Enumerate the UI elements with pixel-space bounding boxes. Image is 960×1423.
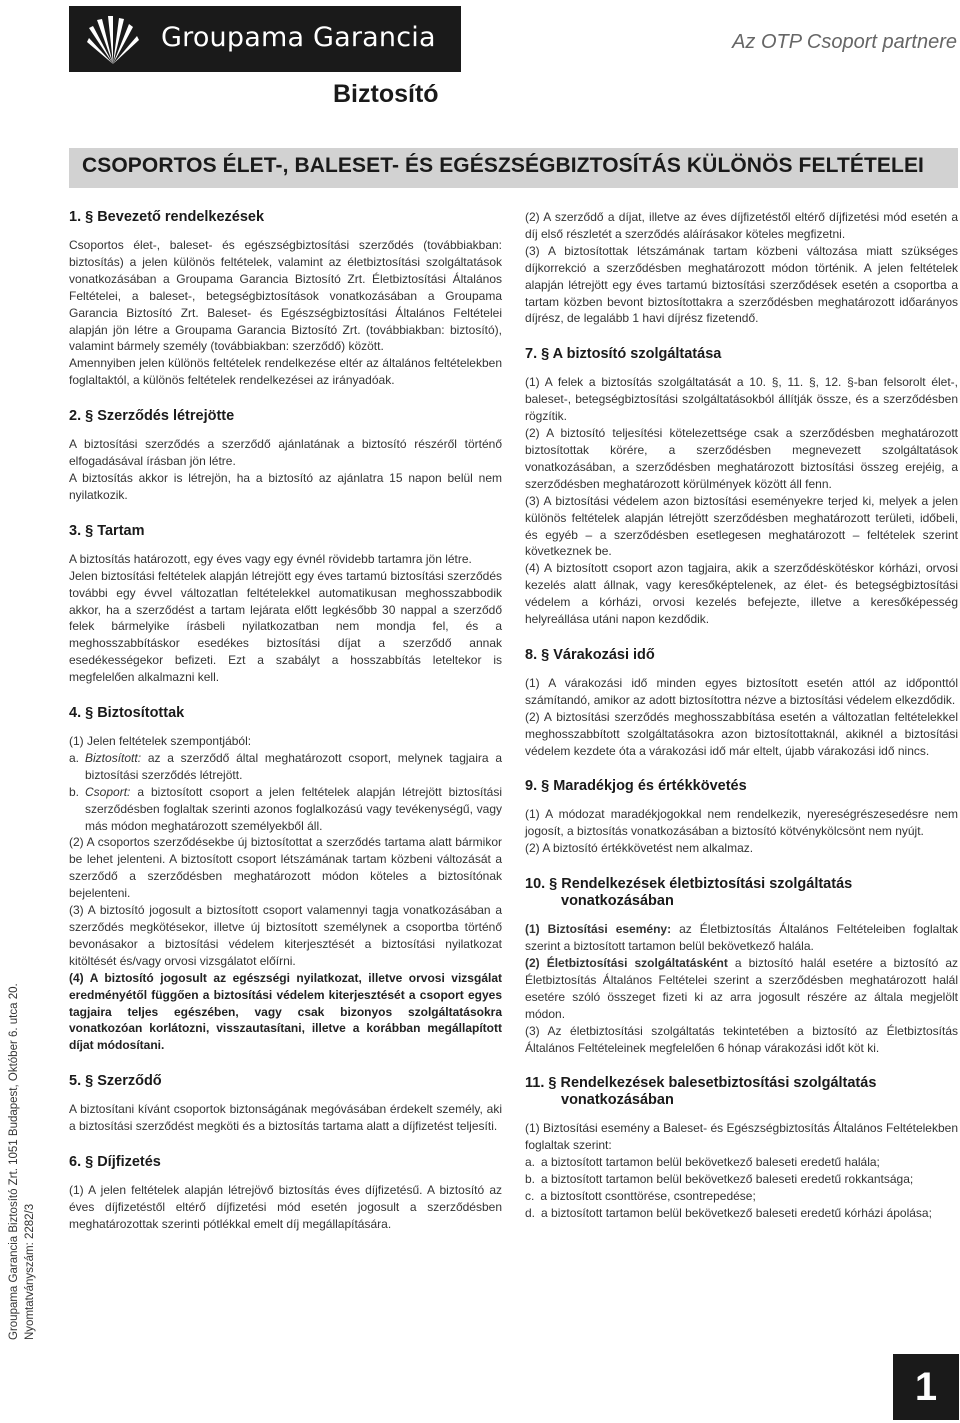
paragraph: (2) A biztosítási szerződés meghosszabbítása esetén a változatlan feltételekkel meghosszabbított szolgáltatásokra azon biztosítottaknál, akiknél a biztosítási védelem kezdete óta a várakozási idő már eltelt, újabb várakozási idő nincs. — [525, 709, 958, 758]
paragraph-emphasis: (4) A biztosító jogosult az egészségi nyilatkozat, illetve orvosi vizsgálat eredményétől függően a biztosítási védelem kiterjesztését a csoport egyes tagjaira teljes egészében, vagy csak bizonyos szolgáltatásokra vonatkozóan korlátozni, visszautasítani, illetve a korábban megállapított díjat módosítani. — [69, 970, 502, 1053]
paragraph: A biztosítás akkor is létrejön, ha a biztosító az ajánlatra 15 napon belül nem nyilatkozik. — [69, 470, 502, 502]
paragraph: (2) A biztosító teljesítési kötelezettsége csak a szerződésben meghatározott biztosítottak körére, a szerződésben megnevezett szolgáltatások vonatkozásában, a szerződésben meghatározott biztosítási összeg erejéig, a szerződésben meghatározott körülmények között áll fenn. — [525, 426, 958, 491]
paragraph: Amennyiben jelen különös feltételek rendelkezése eltér az általános feltételekben foglaltaktól, a különös feltételek rendelkezései az irányadóak. — [69, 356, 502, 388]
section-title: 11. § Rendelkezések balesetbiztosítási szolgáltatás vonatkozásában — [525, 1075, 877, 1109]
section-4 — [69, 705, 502, 1054]
page-number: 1 — [893, 1354, 959, 1420]
paragraph: (1) A módozat maradékjogokkal nem rendelkezik, nyereségrészesedésre nem jogosít, a biztosítás vonatkozásában a biztosító kötvénykölcsönt nem nyújt. — [525, 807, 958, 839]
document-title: CSOPORTOS ÉLET-, BALESET- ÉS EGÉSZSÉGBIZTOSÍTÁS KÜLÖNÖS FELTÉTELEI — [81, 154, 924, 177]
section-5 — [69, 1073, 502, 1135]
section-title: 1. § Bevezető rendelkezések — [69, 209, 265, 225]
section-10 — [525, 876, 958, 1056]
paragraph: A biztosítani kívánt csoportok biztonságának megóvásában érdekelt személy, aki a biztosítási szerződést megköti és a biztosítás tartama alatt a díjfizetést teljesíti. — [69, 1102, 502, 1134]
section-title: 7. § A biztosító szolgáltatása — [525, 346, 722, 363]
section-8 — [525, 647, 958, 760]
section-2 — [69, 408, 502, 504]
company-address: Groupama Garancia Biztosító Zrt. 1051 Budapest, Október 6. utca 20. — [8, 983, 20, 1340]
paragraph: (2) A csoportos szerződésekbe új biztosítottat a szerződés tartama alatt bármikor be lehet jelenteni. A biztosított csoport létszámának tartam közbeni változását a szerződő a szerződésben meghatározott módon köteles a biztosítónak bejelenteni. — [69, 835, 502, 901]
section-title: 6. § Díjfizetés — [69, 1154, 161, 1171]
brand-subtitle: Biztosító — [333, 80, 439, 108]
paragraph: (1) A várakozási idő minden egyes biztosított esetén attól az időponttól számítandó, amikor az adott biztosítottra nézve a biztosítási védelem elkezdődik. — [525, 675, 958, 707]
brand-logo — [69, 6, 461, 72]
partner-tagline: Az OTP Csoport partnere — [732, 31, 957, 53]
groupama-rays-logo-icon — [83, 12, 143, 66]
right-column — [525, 209, 958, 1241]
brand-name: Groupama Garancia — [161, 22, 436, 53]
section-title: 10. § Rendelkezések életbiztosítási szolgáltatás vonatkozásában — [525, 876, 853, 910]
section-1 — [69, 209, 502, 389]
list-item: a. a biztosított tartamon belül bekövetkező baleseti eredetű halála; — [525, 1155, 880, 1170]
section-3 — [69, 523, 502, 686]
list-item: d. a biztosított tartamon belül bekövetkező baleseti eredetű kórházi ápolása; — [525, 1205, 932, 1220]
paragraph: (1) A felek a biztosítás szolgáltatását a 10. §, 11. §, 12. §-ban felsorolt élet-, baleset-, betegségbiztosítási szolgáltatásokból állítják össze, és a szerződésben rögzítik. — [525, 375, 958, 424]
list-item: b. a biztosított tartamon belül bekövetkező baleseti eredetű rokkantsága; — [525, 1172, 914, 1187]
paragraph: (2) Életbiztosítási szolgáltatásként a biztosító halál esetére a biztosító az Életbiztosítás Általános Feltételei szerint a szerződésben meghatározott halál esetére szóló összeget fizeti ki az arra jogosult részére az általa megjelölt módon. — [525, 956, 958, 1021]
section-title: 9. § Maradékjog és értékkövetés — [525, 778, 747, 795]
paragraph: A biztosítás határozott, egy éves vagy egy évnél rövidebb tartamra jön létre. — [69, 551, 472, 566]
form-number: Nyomtatványszám: 2282/3 — [24, 1203, 36, 1340]
company-sidebar — [6, 940, 38, 1340]
paragraph: Jelen biztosítási feltételek alapján létrejött egy éves tartamú biztosítási szerződés további egy évvel változatlan feltételekkel automatikusan meghosszabbodik akkor, ha a szerződést a tartam lejárata előtt legkésőbb 30 nappal a szerződő felek bármelyike írásbeli nyilatkozatban nem mondja fel, és a meghosszabbításkor esedékes biztosítási díjat a szerződő annak esedékességekor befizeti. Ezt a szabályt a hosszabbítás leteltekor is megfelelően alkalmazni kell. — [69, 568, 502, 685]
paragraph: (4) A biztosított csoport azon tagjaira, akik a szerződéskötéskor kórházi, orvosi kezelés alatt állnak, vagy keresőképtelenek, az élet- és betegségbiztosítási védelem a kórházi, orvosi kezelés befejezte, illetve a keresőképesség helyreállása utáni napon kezdődik. — [525, 561, 958, 627]
section-title: 5. § Szerződő — [69, 1073, 162, 1090]
paragraph: A biztosítási szerződés a szerződő ajánlatának a biztosító részéről történő elfogadásával írásban jön létre. — [69, 437, 502, 469]
section-9 — [525, 778, 958, 857]
paragraph: (2) A biztosító értékkövetést nem alkalmaz. — [525, 841, 754, 856]
paragraph: (2) A szerződő a díjat, illetve az éves díjfizetéstől eltérő díjfizetési mód esetén a díj első részletét a szerződés aláírásakor köteles megfizetni. — [525, 210, 958, 241]
document-title-bar — [69, 148, 958, 188]
section-6-continued — [525, 209, 958, 327]
left-column — [69, 209, 502, 1252]
section-11 — [525, 1075, 958, 1221]
list-item: c. a biztosított csonttörése, csontrepedése; — [525, 1189, 756, 1204]
paragraph: (1) A jelen feltételek alapján létrejövő biztosítás éves díjfizetésű. A biztosító az éves díjfizetéstől eltérő díjfizetési mód esetén jogosult a szerződésben meghatározottak szerinti pótlékkal emelt díj megállapítására. — [69, 1183, 502, 1231]
list-item: b. Csoport: a biztosított csoport a jelen feltételek alapján létrejött biztosítási szerződésben foglaltak szerinti azonos foglalkozású vagy tevékenységű, vagy más módon meghatározott személyekből áll. — [69, 784, 502, 833]
paragraph: Csoportos élet-, baleset- és egészségbiztosítási szerződés (továbbiakban: biztosítás) a jelen különös feltételek, valamint az életbiztosítási szolgáltatások vonatkozásában a Groupama Garancia Biztosító Zrt. Életbiztosítási Általános Feltételei, a baleset-, betegségbiztosítások vonatkozásában a Groupama Garancia Biztosító Zrt. Baleset- és Egészségbiztosítási Általános Feltételei alapján jön létre a Groupama Garancia Biztosító Zrt. (továbbiakban: biztosító), valamint bármely személy (továbbiakban: szerződő) között. — [69, 238, 502, 354]
section-6 — [69, 1154, 502, 1233]
paragraph: (3) A biztosító jogosult a biztosított csoport valamennyi tagja vonatkozásában a szerződés megkötésekor, illetve új biztosított személynek a csoportba történő bevonásakor a biztosítási védelem kiterjesztését a biztosítási nyilatkozat kitöltését és/vagy orvosi vizsgálatot előírni. — [69, 903, 502, 968]
paragraph: (1) Jelen feltételek szempontjából: — [69, 734, 252, 749]
paragraph: (3) A biztosítottak létszámának tartam közbeni változása miatt szükséges díjkorrekció a szerződésben meghatározott módon történik. A jelen feltételek alapján létrejött egy éves tartamú biztosítási szerződések esetén a csoportba a tartam közben bevont biztosítottakra a szerződésben meghatározott időarányos díjrész, de legalább 1 havi díjrész fizetendő. — [525, 243, 958, 326]
section-title: 3. § Tartam — [69, 522, 145, 539]
section-title: 2. § Szerződés létrejötte — [69, 408, 235, 425]
paragraph: (1) Biztosítási esemény a Baleset- és Egészségbiztosítás Általános Feltételekben foglaltak szerint: — [525, 1121, 958, 1153]
section-title: 4. § Biztosítottak — [69, 705, 185, 722]
section-7 — [525, 346, 958, 628]
paragraph: (3) Az életbiztosítási szolgáltatás tekintetében a biztosító az Életbiztosítás Általános Feltételeinek megfelelően 6 hónap várakozási időt köt ki. — [525, 1023, 958, 1055]
paragraph: (3) A biztosítási védelem azon biztosítási eseményekre terjed ki, melyek a jelen különös feltételek alapján létrejött szerződésben meghatározott területi, időbeli, és egyéb – a szerződésben esetlegesen meghatározott – feltételek szerint következnek be. — [525, 493, 958, 559]
paragraph: (1) Biztosítási esemény: az Életbiztosítás Általános Feltételeiben foglaltak szerint a biztosított tartamon belül bekövetkező halála. — [525, 922, 958, 954]
section-title: 8. § Várakozási idő — [525, 646, 655, 663]
list-item: a. Biztosított: az a szerződő által meghatározott csoport, melynek tagjaira a biztosítási szerződés létrejött. — [69, 750, 502, 782]
